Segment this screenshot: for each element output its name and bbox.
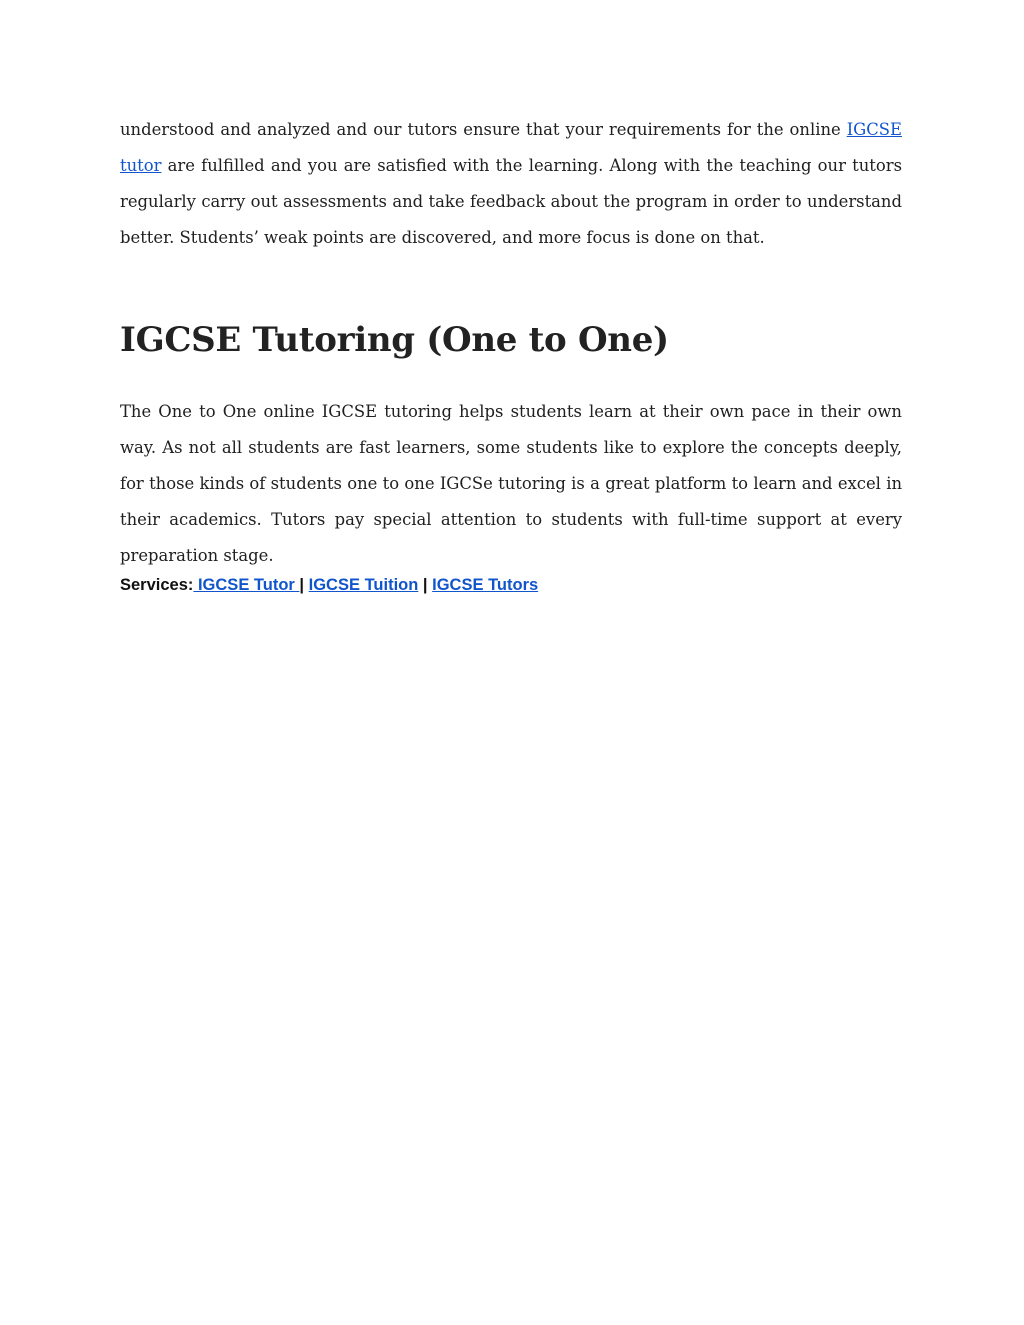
services-link-igcse-tuition[interactable]: IGCSE Tuition: [308, 576, 419, 594]
document-page: [120, 112, 902, 596]
services-separator: |: [422, 576, 428, 594]
services-link-igcse-tutor[interactable]: IGCSE Tutor: [193, 576, 300, 594]
intro-paragraph: [120, 112, 902, 256]
section-body-paragraph: The One to One online IGCSE tutoring helps students learn at their own pace in their own way. As not all students are fast learners, some students like to explore the concepts deeply, for those kinds of students one to one IGCSe tutoring is a great platform to learn and excel in their academics. Tutors pay special attention to students with full-time support at every preparation stage.: [120, 402, 902, 565]
section-heading: IGCSE Tutoring (One to One): [120, 320, 669, 360]
services-link-igcse-tutors[interactable]: IGCSE Tutors: [432, 576, 539, 594]
services-line: [120, 574, 902, 596]
intro-text-after: are fulfilled and you are satisfied with the learning. Along with the teaching our tutors regularly carry out assessments and take feedback about the program in order to understand better. Students’ weak points are discovered, and more focus is done on that.: [120, 156, 902, 247]
services-label: Services:: [120, 576, 194, 594]
igcse-tutor-inline-link[interactable]: IGCSE tutor: [120, 120, 902, 175]
services-separator: |: [299, 576, 305, 594]
intro-text-before: understood and analyzed and our tutors ensure that your requirements for the online: [120, 120, 847, 139]
